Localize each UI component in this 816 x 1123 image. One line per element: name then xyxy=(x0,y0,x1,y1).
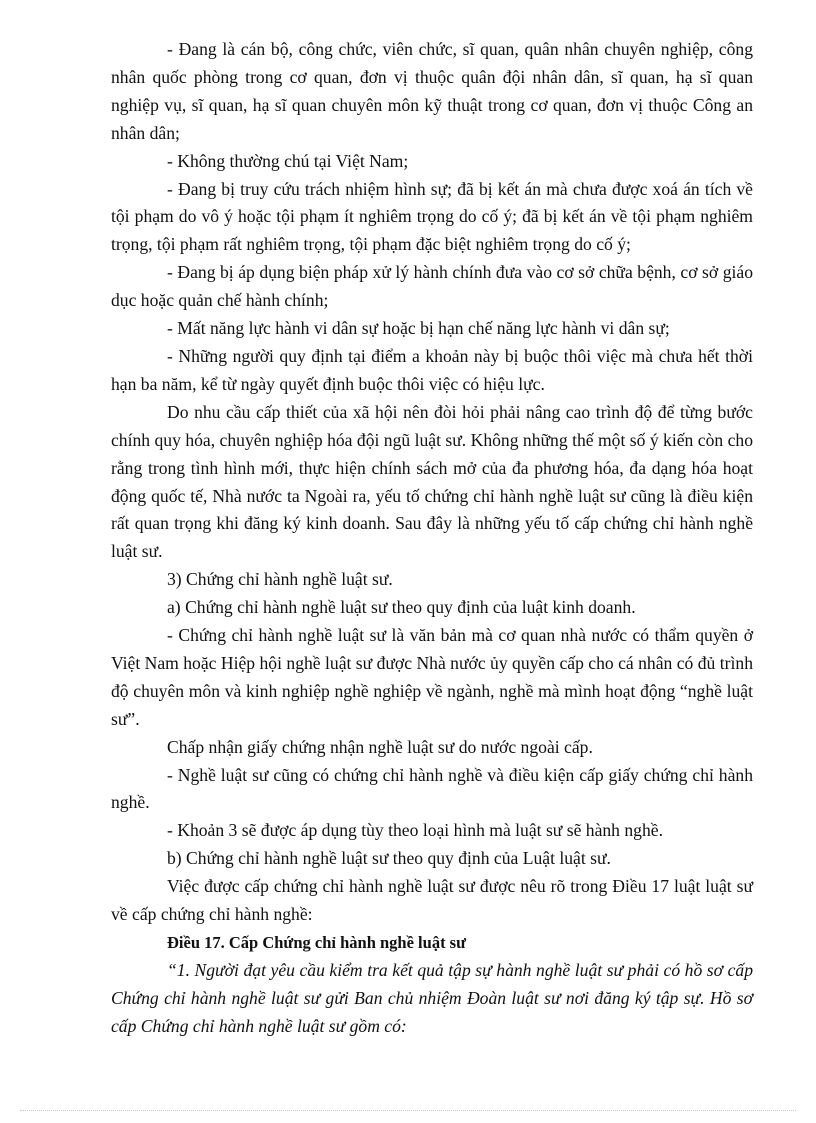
body-paragraph: Chấp nhận giấy chứng nhận nghề luật sư do nước ngoài cấp. xyxy=(167,736,593,757)
bullet-paragraph: - Đang bị áp dụng biện pháp xử lý hành chính đưa vào cơ sở chữa bệnh, cơ sở giáo dục hoặc quản chế hành chính; xyxy=(111,262,753,311)
bullet-paragraph: - Nghề luật sư cũng có chứng chỉ hành nghề và điều kiện cấp giấy chứng chỉ hành nghề. xyxy=(111,764,753,813)
subsection-heading: b) Chứng chỉ hành nghề luật sư theo quy định của Luật luật sư. xyxy=(167,848,611,869)
bullet-paragraph: - Chứng chỉ hành nghề luật sư là văn bản mà cơ quan nhà nước có thẩm quyền ở Việt Nam hoặc Hiệp hội nghề luật sư được Nhà nước ủy quyền cấp cho cá nhân có đủ trình độ chuyên môn và kinh nghiệp nghề nghiệp về ngành, nghề mà mình hoạt động “nghề luật sư”. xyxy=(111,625,753,729)
subsection-heading: a) Chứng chỉ hành nghề luật sư theo quy định của luật kinh doanh. xyxy=(167,597,636,618)
bullet-paragraph: - Khoản 3 sẽ được áp dụng tùy theo loại hình mà luật sư sẽ hành nghề. xyxy=(167,820,663,841)
body-paragraph: Do nhu cầu cấp thiết của xã hội nên đòi hỏi phải nâng cao trình độ để từng bước chính quy hóa, chuyên nghiệp hóa đội ngũ luật sư. Không những thế một số ý kiến còn cho rằng trong tình hình mới, thực hiện chính sách mở của đa phương hóa, đa dạng hóa hoạt động quốc tế, Nhà nước ta Ngoài ra, yếu tố chứng chỉ hành nghề luật sư cũng là điều kiện rất quan trọng khi đăng ký kinh doanh. Sau đây là những yếu tố cấp chứng chỉ hành nghề luật sư. xyxy=(111,401,753,562)
bullet-paragraph: - Đang bị truy cứu trách nhiệm hình sự; đã bị kết án mà chưa được xoá án tích về tội phạm do vô ý hoặc tội phạm ít nghiêm trọng do cố ý; đã bị kết án về tội phạm nghiêm trọng, tội phạm rất nghiêm trọng, tội phạm đặc biệt nghiêm trọng do cố ý; xyxy=(111,178,753,255)
document-body xyxy=(111,36,753,1041)
article-heading: Điều 17. Cấp Chứng chỉ hành nghề luật sư xyxy=(167,933,467,952)
bullet-paragraph: - Mất năng lực hành vi dân sự hoặc bị hạn chế năng lực hành vi dân sự; xyxy=(167,318,670,339)
body-paragraph: Việc được cấp chứng chỉ hành nghề luật sư được nêu rõ trong Điều 17 luật luật sư về cấp chứng chỉ hành nghề: xyxy=(111,876,753,925)
bullet-paragraph: - Đang là cán bộ, công chức, viên chức, sĩ quan, quân nhân chuyên nghiệp, công nhân quốc phòng trong cơ quan, đơn vị thuộc quân đội nhân dân, sĩ quan, hạ sĩ quan nghiệp vụ, sĩ quan, hạ sĩ quan chuyên môn kỹ thuật trong cơ quan, đơn vị thuộc Công an nhân dân; xyxy=(111,39,753,143)
section-heading: 3) Chứng chỉ hành nghề luật sư. xyxy=(167,569,393,590)
bullet-paragraph: - Những người quy định tại điểm a khoản này bị buộc thôi việc mà chưa hết thời hạn ba năm, kể từ ngày quyết định buộc thôi việc có hiệu lực. xyxy=(111,345,753,394)
footer-divider xyxy=(20,1110,796,1111)
article-quote: “1. Người đạt yêu cầu kiểm tra kết quả tập sự hành nghề luật sư phải có hồ sơ cấp Chứng chỉ hành nghề luật sư gửi Ban chủ nhiệm Đoàn luật sư nơi đăng ký tập sự. Hồ sơ cấp Chứng chỉ hành nghề luật sư gồm có: xyxy=(111,959,753,1036)
bullet-paragraph: - Không thường chú tại Việt Nam; xyxy=(167,150,409,171)
